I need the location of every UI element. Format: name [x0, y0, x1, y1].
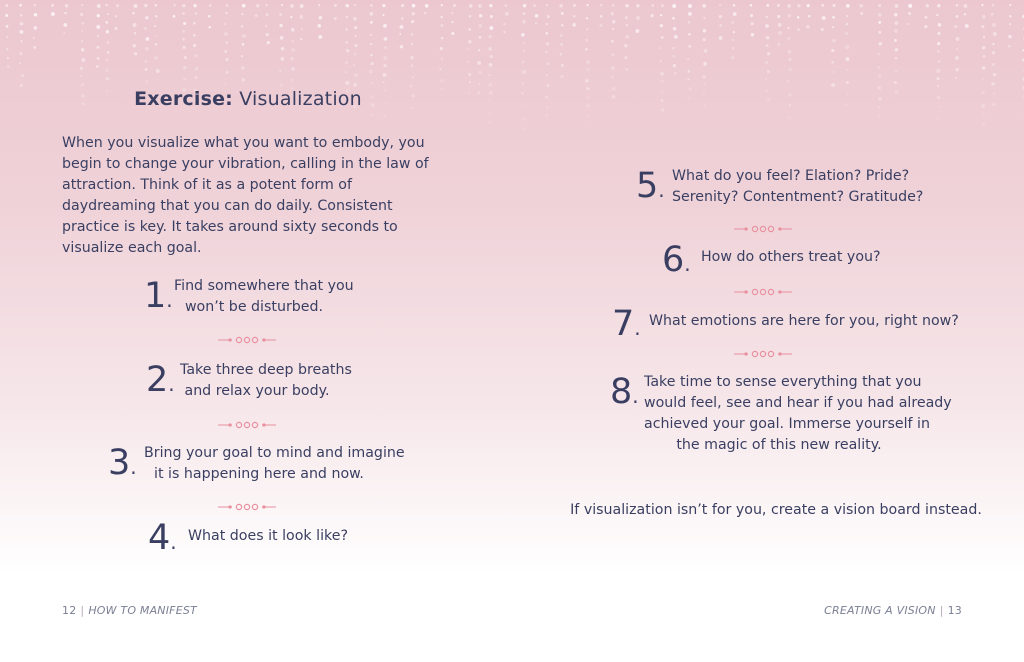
step-number: 2. [146, 360, 175, 400]
step-number: 7. [612, 304, 641, 344]
intro-paragraph: When you visualize what you want to embody, you begin to change your vibration, calling in the law of attraction. Think of it as a potent form of daydreaming that you can do daily. Consistent practice is key. It takes around sixty seconds to visualize each goal. [62, 135, 429, 256]
step-text [649, 311, 959, 332]
closing-note: If visualization isn’t for you, create a vision board instead. [570, 502, 982, 518]
step-line: What do you feel? Elation? Pride? [672, 168, 910, 184]
step-number: 1. [144, 276, 173, 316]
step-text [180, 360, 352, 402]
step-line: won’t be disturbed. [184, 299, 324, 315]
step-line: Bring your goal to mind and imagine [144, 445, 405, 461]
exercise-title-light: Visualization [239, 88, 362, 110]
ornament-divider [734, 287, 792, 297]
step-line: the magic of this new reality. [676, 437, 882, 453]
book-title: HOW TO MANIFEST [88, 604, 197, 617]
step-line: and relax your body. [184, 383, 330, 399]
footer-separator: | [939, 604, 944, 617]
ornament-divider [218, 335, 276, 345]
step-number: 3. [108, 443, 137, 483]
page-number-left: 12 [62, 604, 77, 617]
step-line: What does it look like? [188, 528, 348, 544]
ornament-divider [734, 224, 792, 234]
step-text [672, 166, 924, 208]
ornament-divider [218, 502, 276, 512]
step-line: it is happening here and now. [154, 466, 364, 482]
step-text [174, 276, 354, 318]
section-title: CREATING A VISION [824, 604, 936, 617]
footer-separator: | [80, 604, 85, 617]
footer-right [824, 604, 962, 617]
page-number-right: 13 [947, 604, 962, 617]
ornament-divider [734, 349, 792, 359]
step-line: achieved your goal. Immerse yourself in [644, 416, 930, 432]
footer-left [62, 604, 197, 617]
step-line: would feel, see and hear if you had already [644, 395, 952, 411]
step-line: Take three deep breaths [180, 362, 352, 378]
exercise-title [0, 88, 496, 110]
step-number: 6. [662, 240, 691, 280]
ornament-divider [218, 420, 276, 430]
left-page [0, 0, 512, 575]
step-text [188, 526, 348, 547]
step-number: 8. [610, 372, 639, 412]
right-page [512, 0, 1024, 575]
step-line: Serenity? Contentment? Gratitude? [672, 189, 924, 205]
step-text [644, 372, 952, 456]
step-line: What emotions are here for you, right now? [649, 313, 959, 329]
step-line: Find somewhere that you [174, 278, 354, 294]
step-number: 5. [636, 166, 665, 206]
step-number: 4. [148, 518, 177, 558]
step-text [701, 247, 881, 268]
step-line: How do others treat you? [701, 249, 881, 265]
step-line: Take time to sense everything that you [644, 374, 922, 390]
exercise-title-bold: Exercise: [134, 88, 233, 110]
step-text [144, 443, 405, 485]
